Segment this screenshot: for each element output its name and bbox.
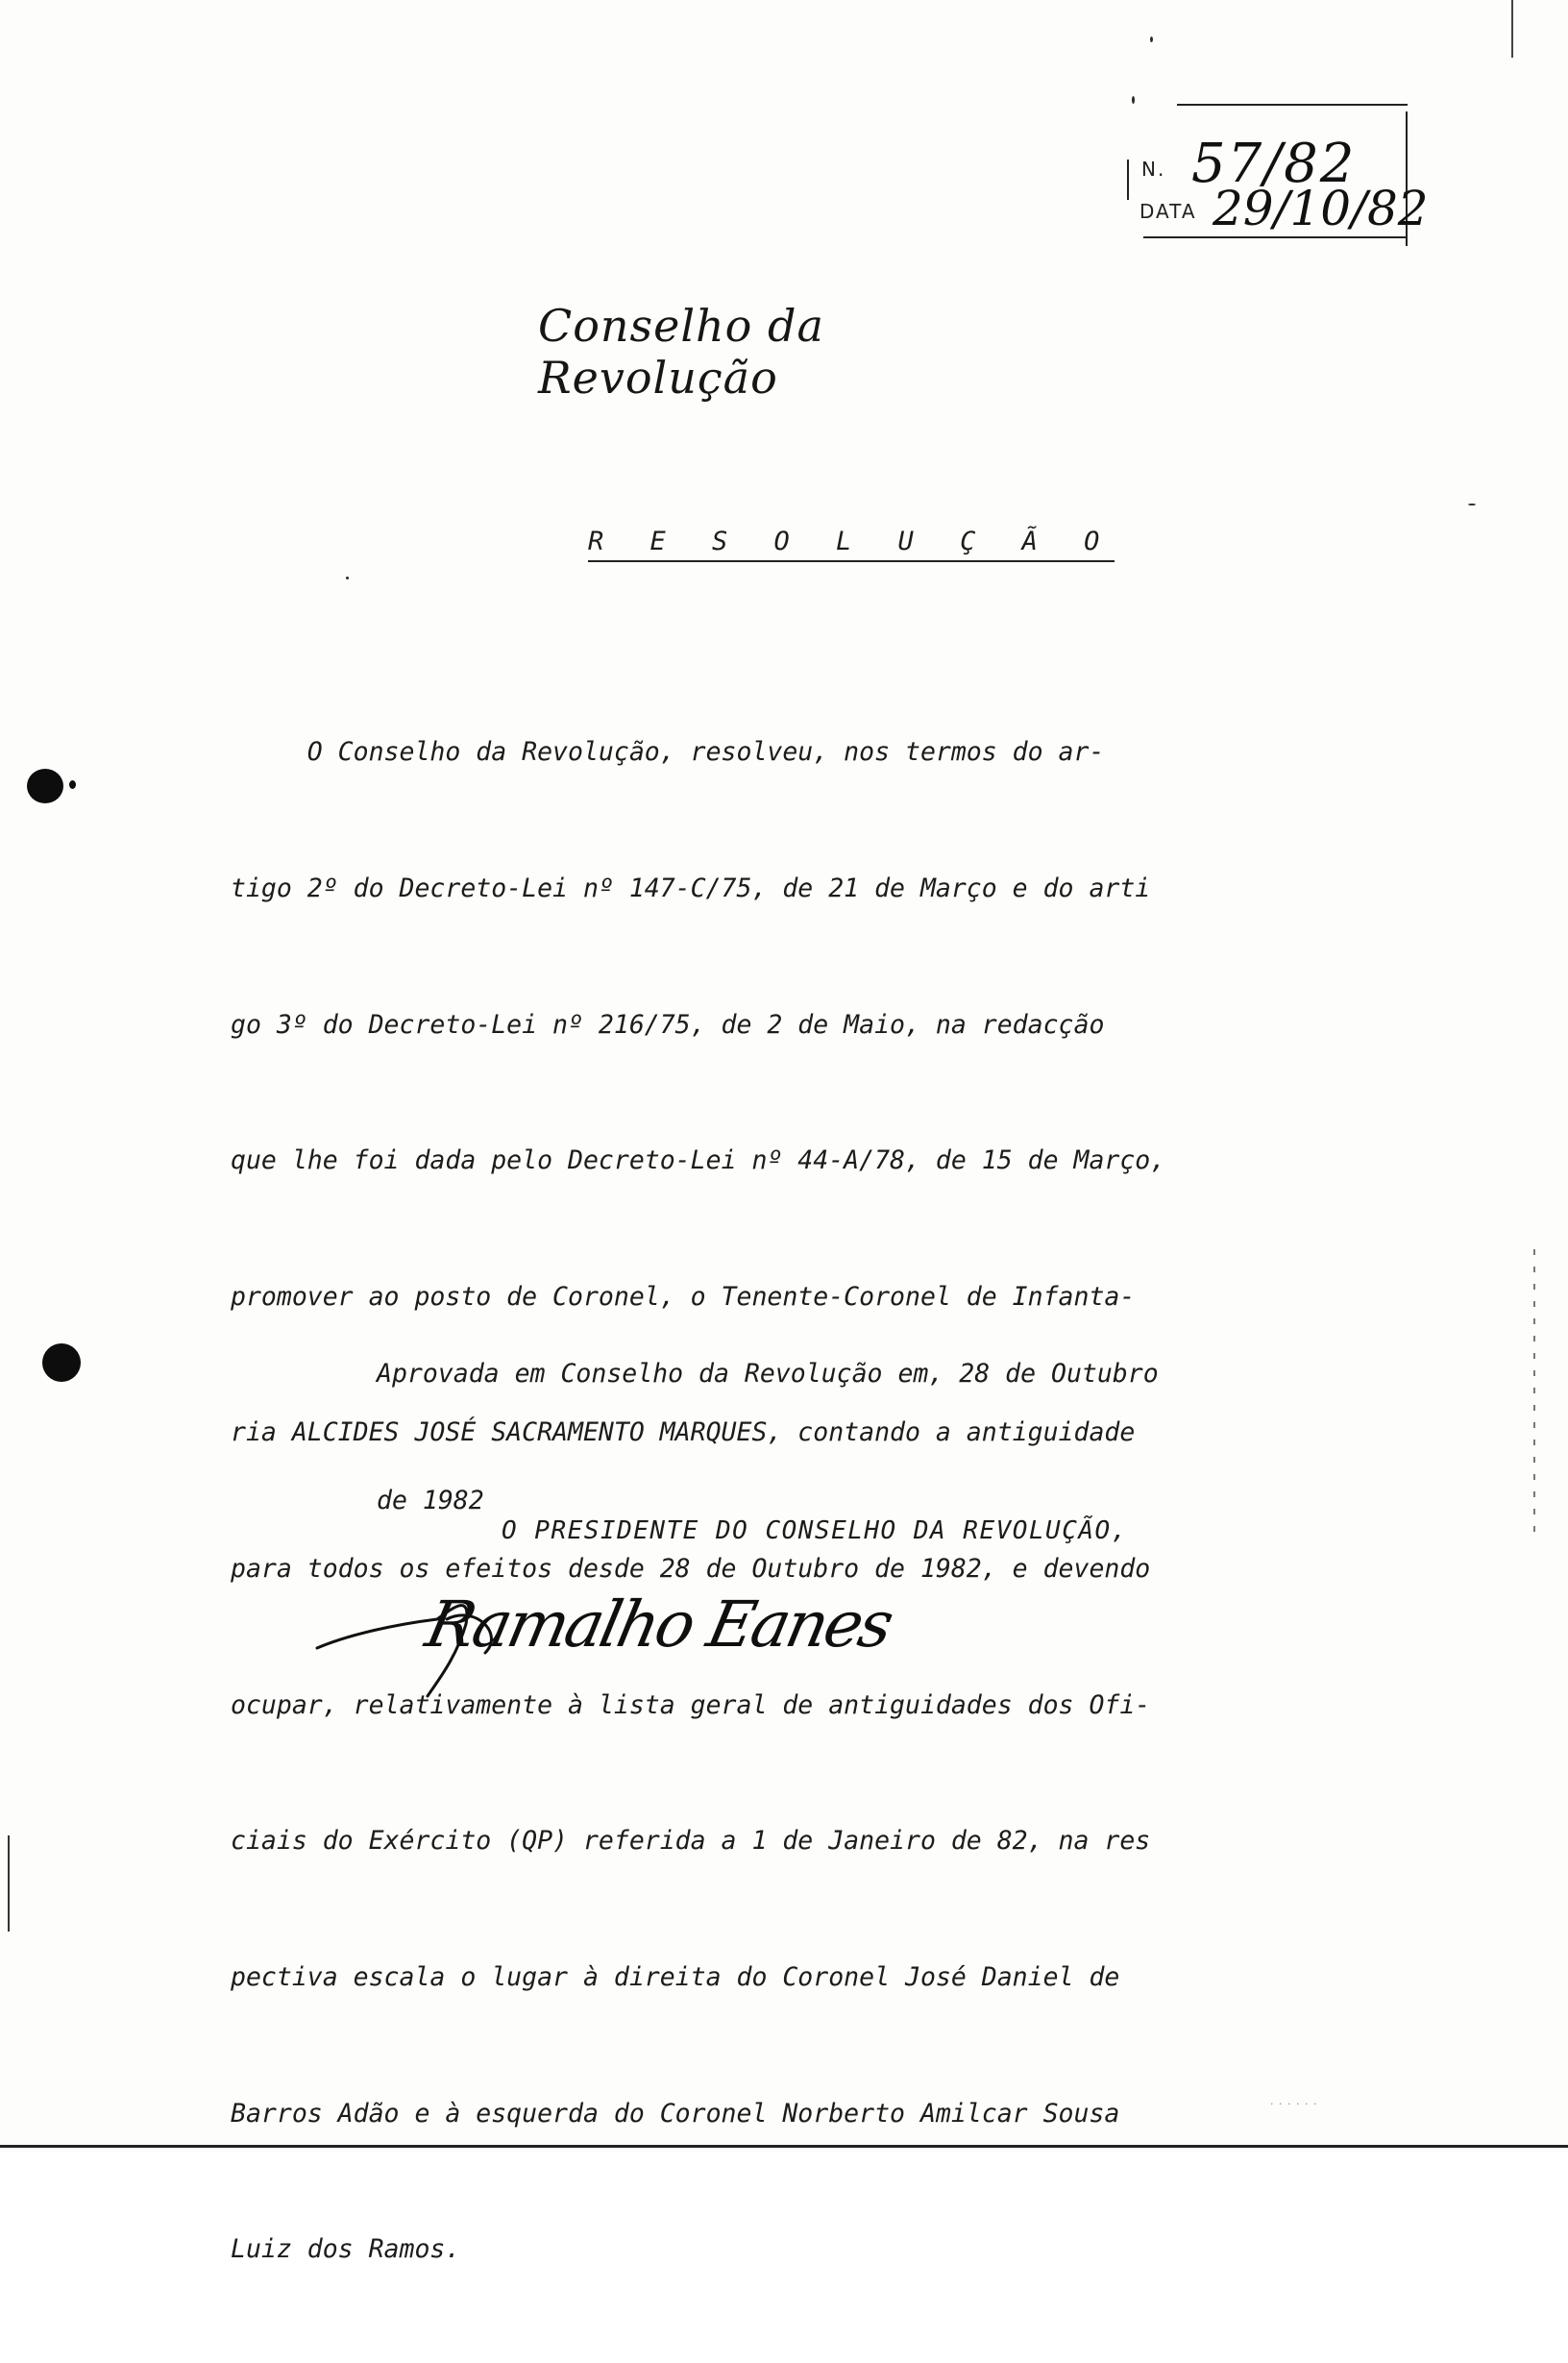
body-line: pectiva escala o lugar à direita do Coronel José Daniel de	[231, 1961, 1120, 1992]
body-line: para todos os efeitos desde 28 de Outubro de 1982, e devendo	[231, 1554, 1151, 1585]
registration-stamp	[1124, 104, 1429, 248]
approval-line: Aprovada em Conselho da Revolução em, 28 de Outubro	[377, 1359, 1159, 1389]
body-line: ocupar, relativamente à lista geral de antiguidades dos Ofi-	[231, 1689, 1151, 1720]
punch-hole	[42, 1343, 81, 1382]
speck	[1132, 96, 1135, 104]
body-line: Luiz dos Ramos.	[231, 2234, 461, 2265]
body-line: O Conselho da Revolução, resolveu, nos termos do ar-	[231, 737, 1105, 768]
scan-edge-mark	[1511, 0, 1513, 58]
stamp-border	[1127, 160, 1129, 200]
approval-statement	[377, 1268, 1347, 1607]
stamp-date-label: DATA	[1139, 200, 1197, 223]
body-line: que lhe foi dada pelo Decreto-Lei nº 44-A/78, de 15 de Março,	[231, 1145, 1166, 1176]
body-line: tigo 2º do Decreto-Lei nº 147-C/75, de 21 de Março e do arti	[231, 874, 1151, 904]
scan-edge-dashes	[1533, 1249, 1535, 1538]
body-line: go 3º do Decreto-Lei nº 216/75, de 2 de Maio, na redacção	[231, 1009, 1105, 1040]
body-line: ria ALCIDES JOSÉ SACRAMENTO MARQUES, contando a antiguidade	[231, 1417, 1136, 1448]
letterhead: Conselho da Revolução	[538, 300, 824, 404]
stamp-border	[1143, 236, 1408, 238]
speck	[1468, 504, 1476, 505]
document-heading: R E S O L U Ç Ã O	[588, 527, 1115, 562]
stamp-number-value: 57/82	[1191, 133, 1357, 195]
speck	[346, 577, 349, 579]
signature-text: Ramalho Eanes	[419, 1588, 897, 1661]
signature	[312, 1566, 1062, 1711]
scan-edge-mark-left	[8, 1835, 10, 1932]
scan-footer-mark: · · · · · ·	[1270, 2098, 1318, 2110]
body-line: ciais do Exército (QP) referida a 1 de Janeiro de 82, na res	[231, 1826, 1151, 1857]
punch-hole-fragment	[69, 780, 76, 789]
approval-line: de 1982	[377, 1486, 484, 1515]
stamp-date-value: 29/10/82	[1213, 181, 1429, 236]
president-title: O PRESIDENTE DO CONSELHO DA REVOLUÇÃO,	[502, 1516, 1128, 1545]
body-line: Barros Adão e à esquerda do Coronel Norberto Amilcar Sousa	[231, 2098, 1120, 2129]
stamp-number-label: N.	[1141, 158, 1166, 181]
body-line: promover ao posto de Coronel, o Tenente-Coronel de Infanta-	[231, 1281, 1136, 1312]
speck	[1150, 37, 1153, 42]
stamp-border	[1177, 104, 1408, 106]
punch-hole	[27, 769, 63, 803]
